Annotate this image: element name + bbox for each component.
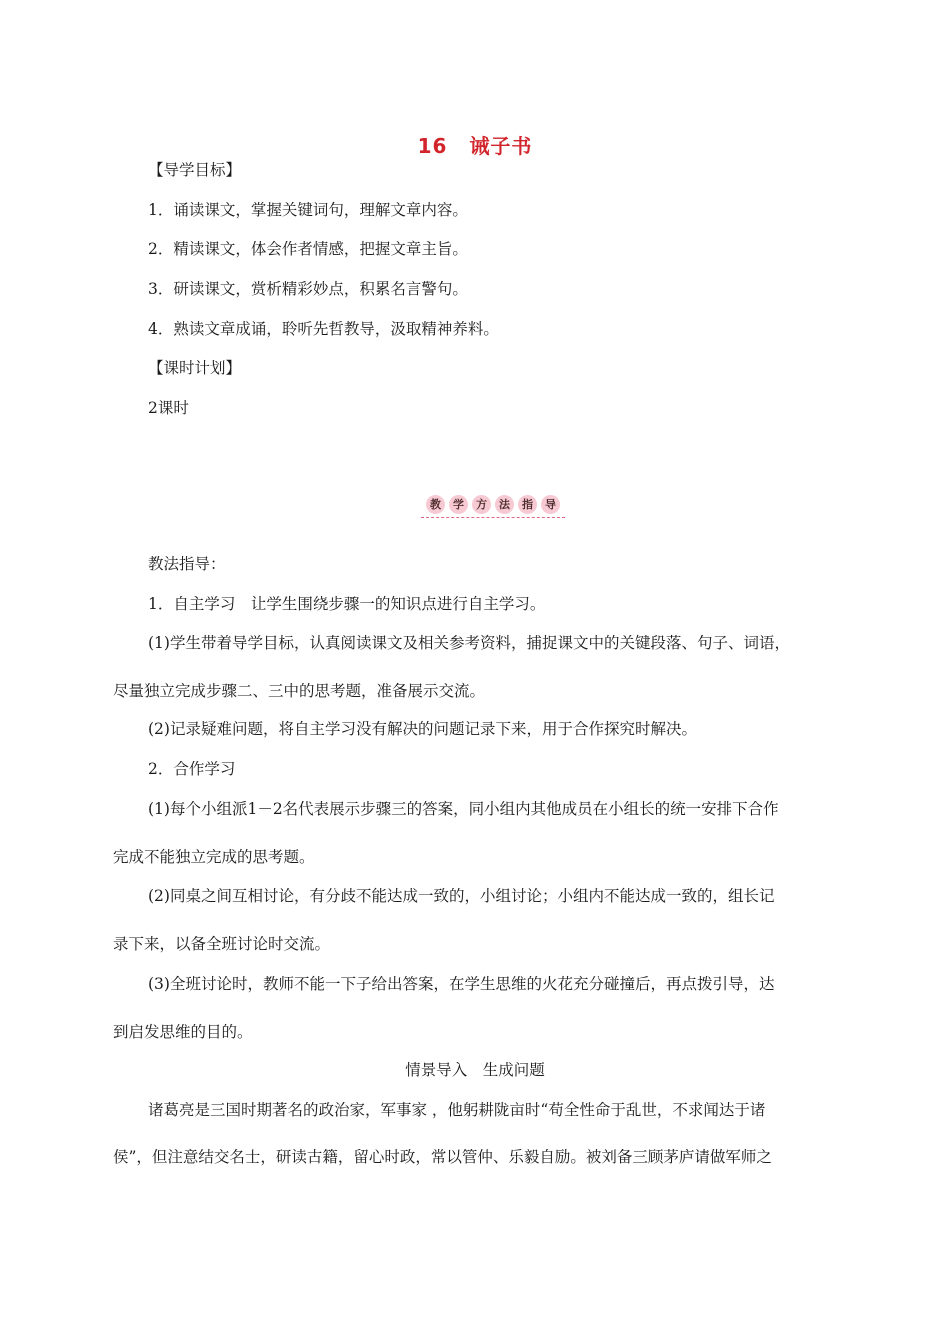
intro-para-1a: 诸葛亮是三国时期著名的政治家，军事家 ，他躬耕陇亩时“苟全性命于乱世，不求闻达于诸 bbox=[148, 1101, 766, 1119]
badge-dashed-rule bbox=[421, 517, 565, 518]
badge-char: 指 bbox=[518, 495, 537, 514]
method-item-2-para-3b: 到启发思维的目的。 bbox=[113, 1023, 253, 1041]
lesson-title-text: 诫子书 bbox=[469, 134, 533, 158]
plan-value: 2课时 bbox=[148, 399, 189, 417]
intro-para-1b: 侯”，但注意结交名士，研读古籍，留心时政，常以管仲、乐毅自励。被刘备三顾茅庐请做军师之 bbox=[113, 1148, 772, 1166]
goal-item-3: 3．研读课文，赏析精彩妙点，积累名言警句。 bbox=[148, 280, 468, 298]
goal-item-1: 1．诵读课文，掌握关键词句，理解文章内容。 bbox=[148, 201, 468, 219]
method-item-2-para-3a: (3)全班讨论时，教师不能一下子给出答案，在学生思维的火花充分碰撞后，再点拨引导，达 bbox=[148, 975, 775, 993]
badge-char: 学 bbox=[449, 495, 468, 514]
method-item-2-para-1a: (1)每个小组派1－2名代表展示步骤三的答案，同小组内其他成员在小组长的统一安排下合作 bbox=[148, 800, 779, 818]
goal-item-4: 4．熟读文章成诵，聆听先哲教导，汲取精神养料。 bbox=[148, 320, 499, 338]
badge-char: 导 bbox=[541, 495, 560, 514]
method-item-1-para-1a: (1)学生带着导学目标，认真阅读课文及相关参考资料，捕捉课文中的关键段落、句子、词语， bbox=[148, 634, 790, 652]
teaching-method-badge bbox=[421, 493, 565, 521]
method-item-1-para-2: (2)记录疑难问题，将自主学习没有解决的问题记录下来，用于合作探究时解决。 bbox=[148, 720, 697, 738]
method-heading: 教法指导： bbox=[148, 555, 226, 573]
method-item-2-title: 2．合作学习 bbox=[148, 760, 236, 778]
plan-heading: 【课时计划】 bbox=[148, 359, 242, 377]
badge-char: 教 bbox=[426, 495, 445, 514]
goals-heading: 【导学目标】 bbox=[148, 161, 242, 179]
method-item-2-para-2a: (2)同桌之间互相讨论，有分歧不能达成一致的，小组讨论；小组内不能达成一致的，组长记 bbox=[148, 887, 775, 905]
lesson-title bbox=[0, 130, 950, 159]
method-item-1-para-1b: 尽量独立完成步骤二、三中的思考题，准备展示交流。 bbox=[113, 682, 486, 700]
method-item-2-para-2b: 录下来，以备全班讨论时交流。 bbox=[113, 935, 331, 953]
badge-char: 法 bbox=[495, 495, 514, 514]
method-item-2-para-1b: 完成不能独立完成的思考题。 bbox=[113, 848, 315, 866]
badge-char: 方 bbox=[472, 495, 491, 514]
method-item-1-title: 1．自主学习 让学生围绕步骤一的知识点进行自主学习。 bbox=[148, 595, 546, 613]
goal-item-2: 2．精读课文，体会作者情感，把握文章主旨。 bbox=[148, 240, 468, 258]
lesson-number: 16 bbox=[417, 134, 448, 158]
intro-heading: 情景导入 生成问题 bbox=[405, 1061, 545, 1079]
